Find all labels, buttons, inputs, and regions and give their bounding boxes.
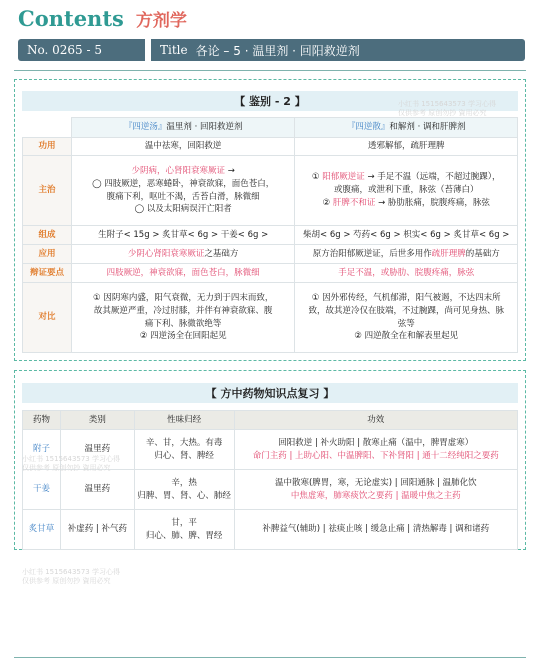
cell: 温里药 (60, 470, 134, 510)
row-label: 辩证要点 (23, 264, 72, 283)
cell: ① 阳郁厥逆证 → 手足不温（远端，不超过腕踝）， 或腹痛，或泄利下重，脉弦（苔薄白） ② 肝脾不和证 → 胁肋胀痛，脘腹疼痛，脉弦 (295, 156, 518, 226)
cell: 温里药 (60, 430, 134, 470)
table-row (23, 470, 518, 510)
cell: 四肢厥逆，神衰欲寐，面色苍白，脉微细 (71, 264, 295, 283)
note-number: No. 0265 - 5 (18, 39, 145, 61)
differentiation-table (22, 117, 518, 353)
col-header: 类别 (60, 411, 134, 430)
row-label: 组成 (23, 226, 72, 245)
row-label: 主治 (23, 156, 72, 226)
table-row (23, 245, 518, 264)
cell: 生附子< 15g > 炙甘草< 6g > 干姜< 6g > (71, 226, 295, 245)
cell: 补虚药 | 补气药 (60, 510, 134, 550)
herb-name: 干姜 (23, 470, 61, 510)
table-header-row (23, 411, 518, 430)
herb-table (22, 410, 518, 550)
table-row (23, 264, 518, 283)
watermark: 小红书 1515643573 学习心得 仅供参考 原创勿抄 資用必究 (398, 100, 496, 118)
section1-title: 【 鉴别 - 2 】 (22, 91, 518, 111)
header-title-cn: 方剂学 (135, 11, 187, 31)
col-header: 药物 (23, 411, 61, 430)
title-text: 各论 – 5 · 温里剂 · 回阳救逆剂 (195, 43, 360, 58)
title-label: Title (160, 43, 188, 57)
header-title-en: Contents (18, 6, 124, 31)
col-sini-san: 『四逆散』和解剂 · 调和肝脾剂 (295, 118, 518, 138)
cell: 甘，平 归心、肺、脾、胃经 (134, 510, 234, 550)
cell: 原方治阳郁厥逆证，后世多用作疏肝理脾的基础方 (295, 245, 518, 264)
row-label: 对比 (23, 283, 72, 353)
cell: 柴胡< 6g > 芍药< 6g > 枳实< 6g > 炙甘草< 6g > (295, 226, 518, 245)
row-label: 功用 (23, 138, 72, 156)
section2-title: 【 方中药物知识点复习 】 (22, 383, 518, 403)
table-row (23, 510, 518, 550)
cell: ① 因外邪传经，气机郁滞，阳气被遏，不达四末所 致，故其逆冷仅在肢端，不过腕踝，尚可见身热、脉 弦等 ② 四逆散全在和解表里起见 (295, 283, 518, 353)
cell: 少阴病，心肾阳衰寒厥证 → ◯ 四肢厥逆，恶寒蜷卧，神衰欲寐，面色苍白， 腹痛下利，呕吐不渴，舌苔白滑，脉微细 ◯ 以及太阳病误汗亡阳者 (71, 156, 295, 226)
table-header-row (23, 118, 518, 138)
header-divider (14, 70, 526, 71)
watermark: 小红书 1515643573 学习心得 仅供参考 原创勿抄 資用必究 (22, 568, 120, 586)
row-label: 应用 (23, 245, 72, 264)
table-row (23, 283, 518, 353)
herb-name: 炙甘草 (23, 510, 61, 550)
cell: 少阴心肾阳衰寒厥证之基础方 (71, 245, 295, 264)
cell: 补脾益气(辅助) | 祛痰止咳 | 缓急止痛 | 清热解毒 | 调和诸药 (234, 510, 517, 550)
cell: 辛、甘，大热。有毒 归心、肾、脾经 (134, 430, 234, 470)
page-header (18, 6, 187, 36)
col-sini-tang: 『四逆汤』温里剂 · 回阳救逆剂 (71, 118, 295, 138)
note-title (151, 39, 525, 61)
table-row (23, 156, 518, 226)
herb-name: 附子 (23, 430, 61, 470)
cell: 温中散寒(脾胃，寒，无论虚实) | 回阳通脉 | 温肺化饮 中焦虚寒，肺寒痰饮之要药 | 温暖中焦之主药 (234, 470, 517, 510)
col-header: 功效 (234, 411, 517, 430)
table-row (23, 226, 518, 245)
cell: 回阳救逆 | 补火助阳 | 散寒止痛（温中，脾胃虚寒） 命门主药 | 上助心阳、中温脾阳、下补肾阳 | 通十二经纯阳之要药 (234, 430, 517, 470)
cell: 温中祛寒，回阳救逆 (71, 138, 295, 156)
cell: ① 因阴寒内盛，阳气衰微，无力到于四末而致， 故其厥逆严重，冷过肘膝，并伴有神衰欲寐、腹 痛下利、脉微欲绝等 ② 四逆汤全在回阳起见 (71, 283, 295, 353)
col-header: 性味归经 (134, 411, 234, 430)
footer-divider (14, 657, 526, 658)
watermark: 小红书 1515643573 学习心得 仅供参考 原创勿抄 資用必究 (22, 455, 120, 473)
table-row (23, 138, 518, 156)
cell: 手足不温，或胁肋、脘腹疼痛，脉弦 (295, 264, 518, 283)
cell: 辛，热 归脾、胃、肾、心、肺经 (134, 470, 234, 510)
cell: 透邪解郁，疏肝理脾 (295, 138, 518, 156)
